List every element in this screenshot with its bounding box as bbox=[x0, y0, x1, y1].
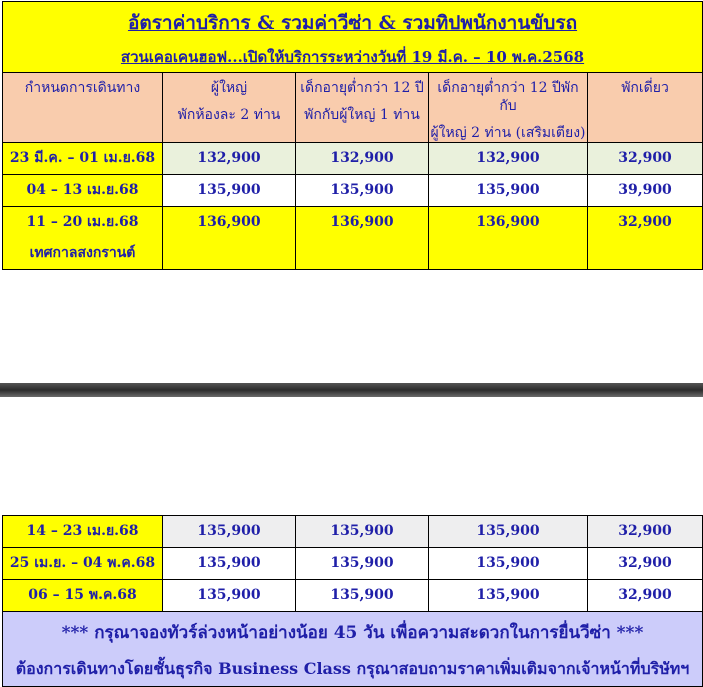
price-adult: 135,900 bbox=[163, 175, 296, 207]
table-row bbox=[3, 548, 703, 580]
header-child-with-adult-line2: พักกับผู้ใหญ่ 1 ท่าน bbox=[304, 107, 420, 123]
price-single: 32,900 bbox=[588, 580, 703, 612]
title-cell bbox=[3, 2, 703, 73]
table-row bbox=[3, 175, 703, 207]
business-class-note: ต้องการเดินทางโดยชั้นธุรกิจ Business Class กรุณาสอบถามราคาเพิ่มเติมจากเจ้าหน้าที่บริษัทฯ bbox=[15, 659, 690, 678]
price-child-with-adult: 136,900 bbox=[330, 214, 394, 230]
travel-date: 23 มี.ค. – 01 เม.ย.68 bbox=[3, 143, 163, 175]
header-adult-line2: พักห้องละ 2 ท่าน bbox=[177, 107, 281, 123]
price-child-extra-bed: 135,900 bbox=[429, 516, 588, 548]
price-child-with-adult: 135,900 bbox=[296, 548, 429, 580]
travel-date-cell bbox=[3, 207, 163, 270]
travel-date: 11 – 20 เม.ย.68 bbox=[26, 214, 139, 230]
price-single: 32,900 bbox=[588, 143, 703, 175]
header-child-extra-bed-line2: ผู้ใหญ่ 2 ท่าน (เสริมเตียง) bbox=[430, 125, 586, 141]
price-child-extra-bed: 135,900 bbox=[429, 175, 588, 207]
price-child-extra-bed-cell bbox=[429, 207, 588, 270]
page-subtitle: สวนเคอเคนฮอฟ...เปิดให้บริการระหว่างวันที่ 19 มี.ค. – 10 พ.ค.2568 bbox=[120, 48, 585, 66]
price-child-extra-bed: 135,900 bbox=[429, 580, 588, 612]
header-child-extra-bed-line1: เด็กอายุต่ำกว่า 12 ปีพักกับ bbox=[437, 80, 579, 114]
price-child-with-adult: 135,900 bbox=[296, 175, 429, 207]
header-travel-date-label: กำหนดการเดินทาง bbox=[24, 80, 141, 96]
price-child-with-adult: 135,900 bbox=[296, 580, 429, 612]
header-travel-date bbox=[3, 73, 163, 143]
travel-date: 25 เม.ย. – 04 พ.ค.68 bbox=[3, 548, 163, 580]
price-adult: 132,900 bbox=[163, 143, 296, 175]
header-adult bbox=[163, 73, 296, 143]
table-row bbox=[3, 516, 703, 548]
header-single bbox=[588, 73, 703, 143]
table-row bbox=[3, 207, 703, 270]
price-child-extra-bed: 132,900 bbox=[429, 143, 588, 175]
price-adult: 135,900 bbox=[163, 580, 296, 612]
header-child-with-adult-line1: เด็กอายุต่ำกว่า 12 ปี bbox=[300, 80, 424, 96]
price-single: 32,900 bbox=[588, 548, 703, 580]
header-adult-line1: ผู้ใหญ่ bbox=[210, 80, 248, 96]
travel-date: 06 – 15 พ.ค.68 bbox=[3, 580, 163, 612]
price-child-with-adult-cell bbox=[296, 207, 429, 270]
price-table-top bbox=[2, 1, 703, 270]
column-header-row bbox=[3, 73, 703, 143]
header-child-with-adult bbox=[296, 73, 429, 143]
price-child-extra-bed: 135,900 bbox=[429, 548, 588, 580]
price-single: 32,900 bbox=[588, 516, 703, 548]
price-adult: 136,900 bbox=[197, 214, 261, 230]
price-child-extra-bed: 136,900 bbox=[476, 214, 540, 230]
page-divider bbox=[0, 383, 703, 397]
travel-date: 14 – 23 เม.ย.68 bbox=[3, 516, 163, 548]
price-table-bottom bbox=[2, 515, 703, 687]
price-child-with-adult: 135,900 bbox=[296, 516, 429, 548]
booking-note-cell bbox=[3, 612, 703, 687]
booking-advance-note: *** กรุณาจองทัวร์ล่วงหน้าอย่างน้อย 45 วัน เพื่อความสะดวกในการยื่นวีซ่า *** bbox=[61, 623, 644, 643]
header-child-extra-bed bbox=[429, 73, 588, 143]
price-adult: 135,900 bbox=[163, 548, 296, 580]
price-single: 39,900 bbox=[588, 175, 703, 207]
travel-date: 04 – 13 เม.ย.68 bbox=[3, 175, 163, 207]
price-adult-cell bbox=[163, 207, 296, 270]
table-row bbox=[3, 143, 703, 175]
header-single-label: พักเดี่ยว bbox=[621, 80, 669, 96]
table-row bbox=[3, 580, 703, 612]
price-adult: 135,900 bbox=[163, 516, 296, 548]
page-title: อัตราค่าบริการ & รวมค่าวีซ่า & รวมทิปพนักงานขับรถ bbox=[127, 12, 578, 34]
price-single-cell bbox=[588, 207, 703, 270]
festival-label: เทศกาลสงกรานต์ bbox=[29, 245, 136, 261]
price-single: 32,900 bbox=[618, 214, 672, 230]
price-child-with-adult: 132,900 bbox=[296, 143, 429, 175]
